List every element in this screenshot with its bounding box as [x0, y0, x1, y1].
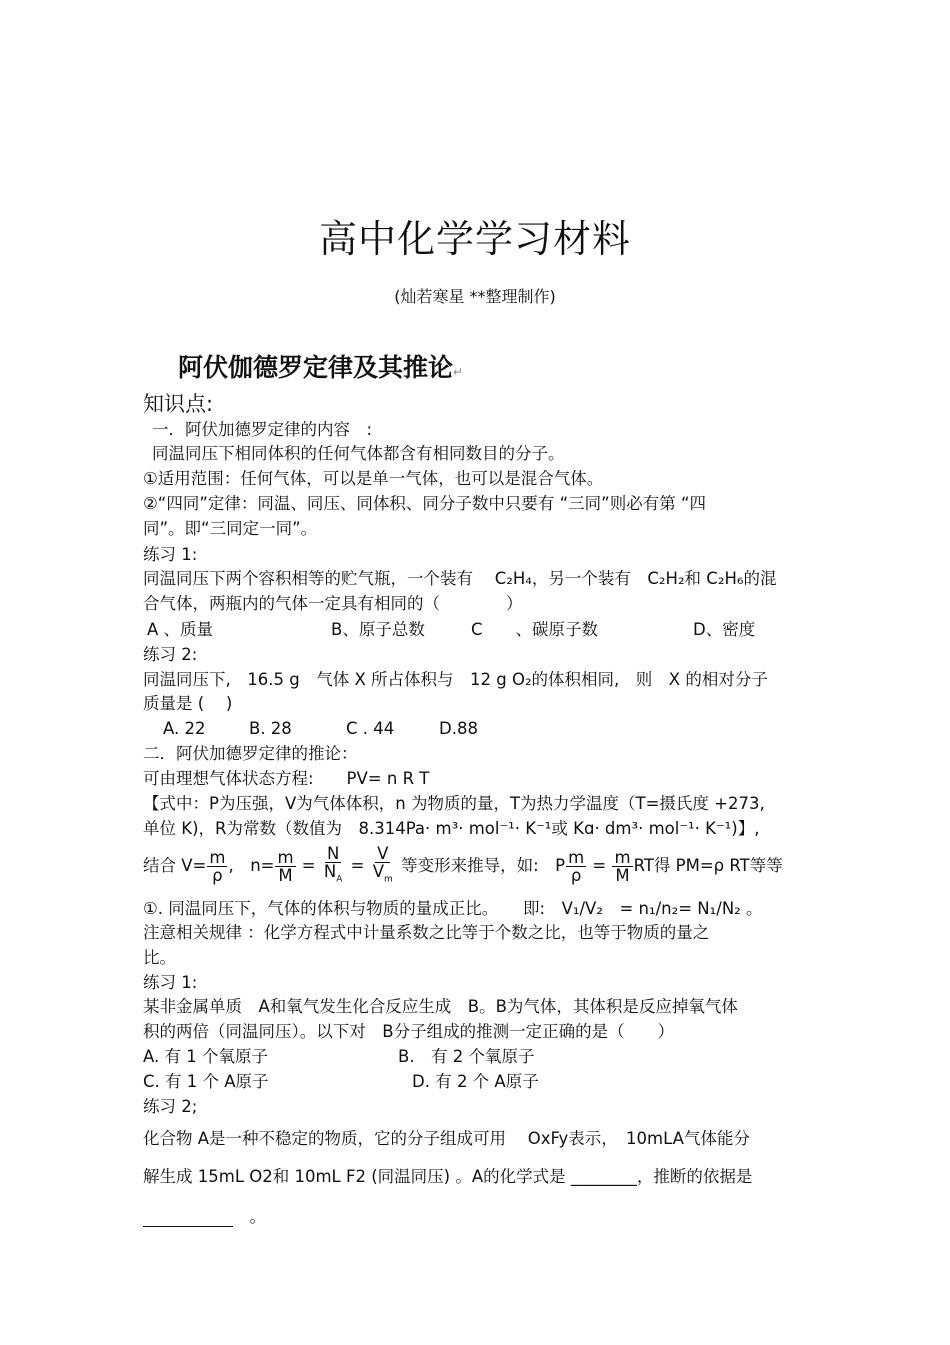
part1-point2-line2: 同”。即“三同定一同”。: [143, 519, 318, 538]
formula-n-eq: n=: [250, 856, 275, 876]
return-mark: ↵: [453, 365, 464, 379]
formula-end-text: RT得 PM=ρ RT等等: [633, 856, 783, 876]
exercise2-option-c: C . 44: [346, 719, 395, 738]
part1-content: 同温同压下相同体积的任何气体都含有相同数目的分子。: [152, 444, 565, 463]
part2-note-line1: 【式中：P为压强，V为气体体积，n 为物质的量，T为热力学温度（T=摄氏度 +273,: [143, 794, 765, 813]
exercise3-option-b: B. 有 2 个氧原子: [398, 1047, 535, 1066]
exercise1-question-line1: 同温同压下两个容积相等的贮气瓶，一个装有 C₂H₄，另一个装有 C₂H₂和 C₂H₆的混: [143, 569, 777, 588]
part1-point1: ①适用范围：任何气体，可以是单一气体，也可以是混合气体。: [143, 469, 604, 488]
exercise4-question-line1: 化合物 A是一种不稳定的物质，它的分子组成可用 OxFy表示， 10mLA气体能分: [143, 1129, 750, 1148]
part2-state-equation: 可由理想气体状态方程: PV= n R T: [143, 769, 430, 788]
fraction-m-over-rho: $\frac{m}{\rho}$: [209, 848, 226, 886]
fraction-V-over-Vm: $\frac{V}{V_m}$: [372, 844, 393, 885]
exercise3-label: 练习 1:: [143, 973, 198, 992]
part2-note-line2: 单位 K)，R为常数（数值为 8.314Pa· m³· mol⁻¹· K⁻¹或 Kɑ· dm³· mol⁻¹· K⁻¹)】,: [143, 819, 760, 838]
fraction-N-over-NA: $\frac{N}{N_A}$: [323, 844, 343, 885]
part2-note2-line2: 比。: [143, 948, 176, 967]
exercise3-option-d: D. 有 2 个 A原子: [412, 1072, 539, 1091]
exercise2-option-a: A. 22: [163, 719, 206, 738]
formula-prefix: 结合 V=: [143, 856, 207, 876]
exercise3-option-a: A. 有 1 个氧原子: [143, 1047, 268, 1066]
exercise1-option-c: C 、碳原子数: [471, 620, 599, 639]
section-heading-text: 阿伏伽德罗定律及其推论: [178, 353, 454, 382]
exercise3-question-line2: 积的两倍（同温同压）。以下对 B分子组成的推测一定正确的是（ ）: [143, 1022, 675, 1041]
exercise1-label: 练习 1:: [143, 545, 198, 564]
part1-title: 一．阿伏加德罗定律的内容 :: [152, 420, 373, 439]
part2-rule1: ①. 同温同压下，气体的体积与物质的量成正比。 即: V₁/V₂ = n₁/n₂= N₁/N₂ 。: [143, 899, 763, 918]
document-title: 高中化学学习材料: [318, 217, 631, 261]
exercise3-option-c: C. 有 1 个 A原子: [143, 1072, 269, 1091]
exercise4-question-line3: [143, 1207, 266, 1227]
exercise4-label: 练习 2;: [143, 1097, 198, 1116]
formula-mid-text: 等变形来推导，如: P: [401, 856, 566, 876]
exercise1-option-d: D、密度: [693, 620, 756, 639]
exercise2-question-line2: 质量是 ( ): [143, 694, 233, 713]
formula-line: 结合 V= $\frac{m}{\rho}$ , n= $\frac{m}{M}$ = $\frac{N}{N_A}$ = $\frac{V}{V_m}$ 等变形来推导，如: P $\frac{m}{\rho}$ = $\frac{m}{M}$ RT得 PM=ρ RT等等: [143, 845, 783, 888]
part2-title: 二．阿伏加德罗定律的推论：: [143, 744, 358, 763]
exercise2-label: 练习 2:: [143, 645, 198, 664]
part2-note2-line1: 注意相关规律 ：化学方程式中计量系数之比等于个数之比，也等于物质的量之: [143, 923, 710, 942]
exercise1-question-line2: 合气体，两瓶内的气体一定具有相同的（ ）: [143, 594, 523, 613]
part1-point2-line1: ②“四同”定律：同温、同压、同体积、同分子数中只要有 “三同”则必有第 “四: [143, 494, 707, 513]
exercise3-question-line1: 某非金属单质 A和氧气发生化合反应生成 B。B为气体，其体积是反应掉氧气体: [143, 997, 738, 1016]
fraction-m-over-rho-2: $\frac{m}{\rho}$: [568, 848, 585, 886]
document-subtitle: (灿若寒星 **整理制作): [394, 287, 556, 306]
exercise1-option-a: A 、质量: [147, 620, 214, 639]
fraction-m-over-M: $\frac{m}{M}$: [277, 848, 294, 886]
knowledge-label: 知识点:: [143, 392, 214, 416]
exercise4-question-line2: 解生成 15mL O2和 10mL F2 (同温同压) 。A的化学式是 ________，推断的依据是: [143, 1167, 753, 1186]
exercise1-option-b: B、原子总数: [331, 620, 425, 639]
exercise2-question-line1: 同温同压下, 16.5 g 气体 X 所占体积与 12 g O₂的体积相同, 则 X 的相对分子: [143, 670, 768, 689]
exercise2-option-b: B. 28: [249, 719, 292, 738]
fraction-m-over-M-2: $\frac{m}{M}$: [614, 848, 631, 886]
section-heading: [178, 348, 463, 384]
exercise2-option-d: D.88: [439, 719, 478, 738]
answer-blank: [143, 1212, 233, 1227]
exercise4-end-mark: 。: [249, 1207, 266, 1226]
